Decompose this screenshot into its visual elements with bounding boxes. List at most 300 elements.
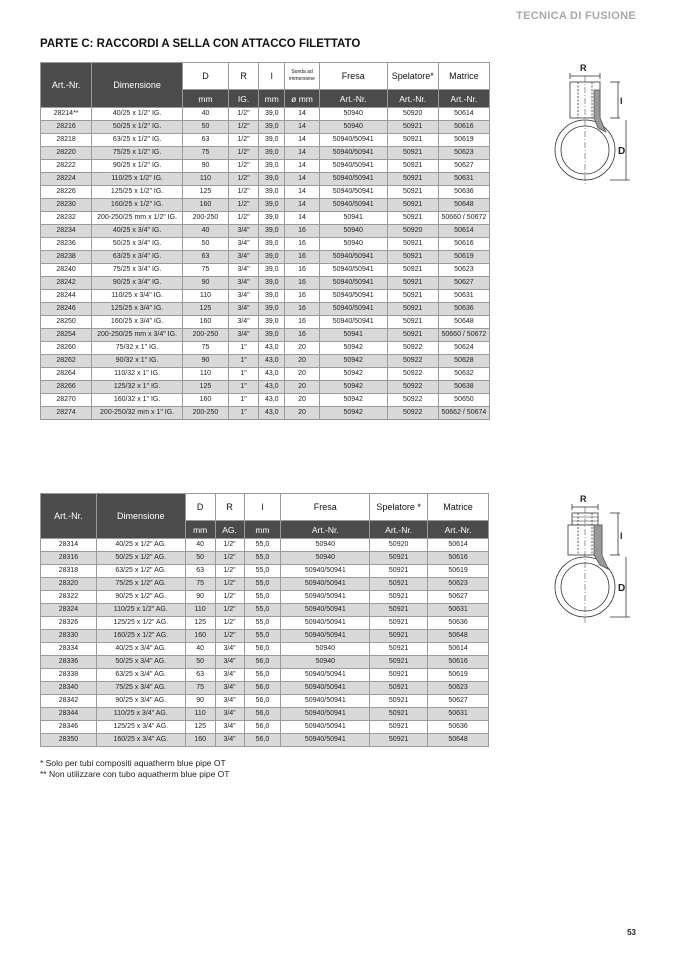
table-cell: 56,0	[244, 643, 281, 656]
table-row	[41, 277, 490, 290]
table-cell: 1/2"	[228, 108, 258, 121]
table-cell: 50921	[370, 591, 428, 604]
table-cell: 50940/50941	[319, 147, 387, 160]
table-cell: 50632	[438, 368, 489, 381]
table-cell: 50623	[428, 578, 489, 591]
table-cell: 50921	[387, 160, 438, 173]
table-row	[41, 329, 490, 342]
col-art-nr: Art.-Nr.	[41, 494, 97, 539]
col-l: l	[244, 494, 281, 521]
table-cell: 20	[285, 407, 319, 420]
table-cell: 28230	[41, 199, 92, 212]
table-cell: 50921	[387, 303, 438, 316]
unit-matrice: Art.-Nr.	[428, 521, 489, 539]
table-cell: 50922	[387, 381, 438, 394]
table-cell: 50631	[438, 290, 489, 303]
table-cell: 43,0	[259, 381, 285, 394]
table-cell: 28266	[41, 381, 92, 394]
table-cell: 50940	[319, 238, 387, 251]
table-cell: 39,0	[259, 290, 285, 303]
table-cell: 39,0	[259, 160, 285, 173]
table-cell: 90	[185, 591, 215, 604]
col-art-nr: Art.-Nr.	[41, 63, 92, 108]
table-cell: 16	[285, 251, 319, 264]
table-cell: 50940/50941	[319, 277, 387, 290]
label-d: D	[618, 583, 626, 594]
table-cell: 75/32 x 1" IG.	[92, 342, 183, 355]
table-cell: 50921	[387, 121, 438, 134]
table-cell: 3/4"	[228, 329, 258, 342]
table-row	[41, 734, 489, 747]
table-row	[41, 355, 490, 368]
table-cell: 50648	[428, 630, 489, 643]
table1-body	[41, 108, 490, 420]
unit-spelatore: Art.-Nr.	[370, 521, 428, 539]
table-cell: 50940/50941	[281, 695, 370, 708]
table-cell: 50940/50941	[281, 604, 370, 617]
table-cell: 50940/50941	[281, 721, 370, 734]
table-cell: 50921	[370, 734, 428, 747]
table-row	[41, 264, 490, 277]
table-cell: 1/2"	[215, 617, 244, 630]
table-cell: 50	[185, 656, 215, 669]
table-cell: 55,0	[244, 591, 281, 604]
table-cell: 14	[285, 160, 319, 173]
table-cell: 125/25 x 3/4" AG.	[96, 721, 185, 734]
col-d: D	[183, 63, 229, 90]
table-cell: 43,0	[259, 342, 285, 355]
table-cell: 50619	[428, 669, 489, 682]
table-cell: 50922	[387, 342, 438, 355]
table-cell: 50941	[319, 329, 387, 342]
table-cell: 50614	[428, 643, 489, 656]
table-cell: 160	[185, 734, 215, 747]
col-fresa: Fresa	[319, 63, 387, 90]
table-cell: 39,0	[259, 264, 285, 277]
table-row	[41, 303, 490, 316]
table-cell: 50921	[387, 290, 438, 303]
table-cell: 75/25 x 3/4" AG.	[96, 682, 185, 695]
table-cell: 50921	[370, 643, 428, 656]
table-row	[41, 604, 489, 617]
table-cell: 50631	[428, 708, 489, 721]
table-cell: 39,0	[259, 238, 285, 251]
table-cell: 16	[285, 290, 319, 303]
table-row	[41, 630, 489, 643]
table-cell: 50921	[370, 578, 428, 591]
table-cell: 90/25 x 1/2" IG.	[92, 160, 183, 173]
table-cell: 1/2"	[215, 539, 244, 552]
table-cell: 3/4"	[215, 656, 244, 669]
table-cell: 1"	[228, 381, 258, 394]
table-cell: 63	[183, 134, 229, 147]
table-cell: 28238	[41, 251, 92, 264]
table-cell: 125/32 x 1" IG.	[92, 381, 183, 394]
table-cell: 50922	[387, 368, 438, 381]
table-cell: 200-250/25 mm x 1/2" IG.	[92, 212, 183, 225]
table-cell: 14	[285, 121, 319, 134]
unit-d: mm	[183, 90, 229, 108]
table-cell: 14	[285, 199, 319, 212]
table-cell: 110/25 x 3/4" AG.	[96, 708, 185, 721]
table-cell: 50636	[428, 721, 489, 734]
table-row	[41, 173, 490, 186]
table-cell: 50940/50941	[319, 316, 387, 329]
table-cell: 200-250/32 mm x 1" IG.	[92, 407, 183, 420]
table-cell: 125/25 x 3/4" IG.	[92, 303, 183, 316]
table-cell: 3/4"	[215, 643, 244, 656]
table-cell: 125/25 x 1/2" IG.	[92, 186, 183, 199]
table-cell: 28240	[41, 264, 92, 277]
table-cell: 50940/50941	[281, 630, 370, 643]
table-cell: 1/2"	[215, 578, 244, 591]
table-row	[41, 316, 490, 329]
table-row	[41, 708, 489, 721]
table-cell: 3/4"	[215, 734, 244, 747]
table-cell: 50636	[428, 617, 489, 630]
table-cell: 3/4"	[228, 238, 258, 251]
table-cell: 50616	[428, 656, 489, 669]
table-cell: 28244	[41, 290, 92, 303]
table-cell: 50940	[319, 121, 387, 134]
table-cell: 50	[185, 552, 215, 565]
table-cell: 50921	[370, 604, 428, 617]
table-cell: 16	[285, 329, 319, 342]
table-cell: 50921	[370, 656, 428, 669]
table-row	[41, 407, 490, 420]
table-cell: 50619	[438, 134, 489, 147]
table-cell: 39,0	[259, 316, 285, 329]
table-row	[41, 565, 489, 578]
table-cell: 28224	[41, 173, 92, 186]
table-cell: 43,0	[259, 394, 285, 407]
unit-spelatore: Art.-Nr.	[387, 90, 438, 108]
table-cell: 110	[185, 708, 215, 721]
table-cell: 28274	[41, 407, 92, 420]
unit-l: mm	[244, 521, 281, 539]
col-d: D	[185, 494, 215, 521]
table-cell: 28326	[41, 617, 97, 630]
table-row	[41, 656, 489, 669]
col-spelatore: Spelatore *	[370, 494, 428, 521]
table-cell: 50921	[387, 147, 438, 160]
table-cell: 50627	[428, 695, 489, 708]
table-cell: 50940	[281, 656, 370, 669]
table-cell: 50940/50941	[281, 591, 370, 604]
table-cell: 14	[285, 186, 319, 199]
table-cell: 40	[183, 108, 229, 121]
table-cell: 56,0	[244, 695, 281, 708]
table-cell: 1/2"	[215, 565, 244, 578]
table-cell: 28338	[41, 669, 97, 682]
table-cell: 125	[183, 186, 229, 199]
table-cell: 1/2"	[215, 552, 244, 565]
table-cell: 28336	[41, 656, 97, 669]
table-cell: 28314	[41, 539, 97, 552]
table-cell: 50/25 x 1/2" AG.	[96, 552, 185, 565]
table-cell: 50922	[387, 355, 438, 368]
table-cell: 90/25 x 1/2" AG.	[96, 591, 185, 604]
table-cell: 39,0	[259, 303, 285, 316]
table-cell: 75	[183, 264, 229, 277]
table-cell: 50940	[319, 225, 387, 238]
table-cell: 39,0	[259, 108, 285, 121]
label-r: R	[580, 494, 587, 504]
table-cell: 50921	[387, 199, 438, 212]
col-l: l	[259, 63, 285, 90]
table-cell: 125	[183, 303, 229, 316]
table-cell: 55,0	[244, 617, 281, 630]
unit-r: IG.	[228, 90, 258, 108]
unit-d: mm	[185, 521, 215, 539]
col-dimensione: Dimensione	[96, 494, 185, 539]
table-cell: 50614	[438, 225, 489, 238]
table-cell: 43,0	[259, 407, 285, 420]
table-cell: 75	[183, 342, 229, 355]
table-row	[41, 134, 490, 147]
table-cell: 20	[285, 381, 319, 394]
table-cell: 50921	[387, 134, 438, 147]
table-cell: 50921	[387, 173, 438, 186]
table-cell: 63	[183, 251, 229, 264]
table-cell: 50921	[370, 630, 428, 643]
table-cell: 63	[185, 565, 215, 578]
table-cell: 3/4"	[215, 721, 244, 734]
table-cell: 50636	[438, 186, 489, 199]
table-cell: 28236	[41, 238, 92, 251]
table-row	[41, 238, 490, 251]
table-cell: 20	[285, 394, 319, 407]
table-cell: 14	[285, 212, 319, 225]
table-cell: 28234	[41, 225, 92, 238]
table-cell: 50942	[319, 407, 387, 420]
table-cell: 50636	[438, 303, 489, 316]
table-cell: 3/4"	[228, 316, 258, 329]
table-row	[41, 342, 490, 355]
table-cell: 39,0	[259, 199, 285, 212]
table-cell: 28260	[41, 342, 92, 355]
table-cell: 50631	[428, 604, 489, 617]
fitting-drawing-external	[548, 493, 638, 628]
table-cell: 40	[183, 225, 229, 238]
table-row	[41, 108, 490, 121]
unit-matrice: Art.-Nr.	[438, 90, 489, 108]
table-cell: 50940/50941	[319, 186, 387, 199]
table-cell: 110/25 x 1/2" IG.	[92, 173, 183, 186]
table-cell: 3/4"	[228, 290, 258, 303]
table-cell: 50942	[319, 368, 387, 381]
table-row	[41, 669, 489, 682]
table-cell: 160	[183, 316, 229, 329]
table-cell: 50614	[428, 539, 489, 552]
table-row	[41, 290, 490, 303]
table-cell: 50940/50941	[319, 173, 387, 186]
table-cell: 14	[285, 134, 319, 147]
table-row	[41, 394, 490, 407]
table-cell: 28322	[41, 591, 97, 604]
table-cell: 50	[183, 238, 229, 251]
table-cell: 20	[285, 355, 319, 368]
table-cell: 43,0	[259, 355, 285, 368]
table-cell: 50941	[319, 212, 387, 225]
unit-fresa: Art.-Nr.	[281, 521, 370, 539]
table-row	[41, 643, 489, 656]
footnote-single-star: * Solo per tubi compositi aquatherm blue pipe OT	[40, 758, 226, 768]
table-cell: 75/25 x 3/4" IG.	[92, 264, 183, 277]
table-cell: 3/4"	[215, 708, 244, 721]
unit-r: AG.	[215, 521, 244, 539]
table-cell: 28320	[41, 578, 97, 591]
table-cell: 1"	[228, 368, 258, 381]
table-cell: 160/25 x 1/2" IG.	[92, 199, 183, 212]
table-cell: 50940/50941	[319, 290, 387, 303]
table-cell: 56,0	[244, 656, 281, 669]
table-cell: 50940	[319, 108, 387, 121]
table-cell: 50940/50941	[319, 264, 387, 277]
page-number: 53	[627, 928, 636, 937]
table-cell: 50921	[370, 721, 428, 734]
table-row	[41, 552, 489, 565]
table-cell: 28222	[41, 160, 92, 173]
table-row	[41, 381, 490, 394]
table-cell: 125	[185, 721, 215, 734]
table-cell: 125	[183, 381, 229, 394]
table-cell: 90/25 x 3/4" IG.	[92, 277, 183, 290]
table-cell: 16	[285, 277, 319, 290]
table-cell: 160/25 x 3/4" AG.	[96, 734, 185, 747]
table-cell: 1/2"	[228, 121, 258, 134]
table-row	[41, 539, 489, 552]
table-cell: 50940/50941	[319, 199, 387, 212]
table-cell: 55,0	[244, 578, 281, 591]
table-row	[41, 147, 490, 160]
table-cell: 50648	[438, 316, 489, 329]
table-cell: 50616	[428, 552, 489, 565]
table-cell: 16	[285, 225, 319, 238]
col-dimensione: Dimensione	[92, 63, 183, 108]
table-cell: 50920	[387, 108, 438, 121]
table-cell: 28342	[41, 695, 97, 708]
table-cell: 50660 / 50672	[438, 329, 489, 342]
table-cell: 28262	[41, 355, 92, 368]
table-cell: 50921	[387, 212, 438, 225]
table-cell: 110/32 x 1" IG.	[92, 368, 183, 381]
table-cell: 160	[183, 394, 229, 407]
table-cell: 50940/50941	[319, 251, 387, 264]
table-cell: 160	[183, 199, 229, 212]
table-cell: 1/2"	[228, 199, 258, 212]
table-cell: 50/25 x 3/4" IG.	[92, 238, 183, 251]
table-cell: 50920	[387, 225, 438, 238]
table-cell: 50648	[428, 734, 489, 747]
table-cell: 50921	[387, 329, 438, 342]
table-cell: 16	[285, 303, 319, 316]
table-cell: 50623	[428, 682, 489, 695]
table-cell: 1/2"	[215, 630, 244, 643]
table-cell: 28346	[41, 721, 97, 734]
table-cell: 50940/50941	[281, 669, 370, 682]
table-cell: 160/25 x 1/2" AG.	[96, 630, 185, 643]
table-cell: 55,0	[244, 604, 281, 617]
table-cell: 110/25 x 1/2" AG.	[96, 604, 185, 617]
table-cell: 50662 / 50674	[438, 407, 489, 420]
table-cell: 50619	[428, 565, 489, 578]
table-cell: 50940/50941	[281, 734, 370, 747]
table-cell: 110	[185, 604, 215, 617]
table-cell: 1/2"	[228, 147, 258, 160]
table-cell: 1"	[228, 407, 258, 420]
table-cell: 50616	[438, 121, 489, 134]
table-cell: 50940/50941	[319, 160, 387, 173]
table-cell: 1"	[228, 355, 258, 368]
table-cell: 50921	[370, 669, 428, 682]
table-cell: 50922	[387, 394, 438, 407]
table-row	[41, 160, 490, 173]
table-cell: 50921	[370, 565, 428, 578]
table-row	[41, 617, 489, 630]
table-cell: 50921	[387, 316, 438, 329]
table-cell: 50940/50941	[319, 303, 387, 316]
col-matrice: Matrice	[428, 494, 489, 521]
table-cell: 1/2"	[215, 591, 244, 604]
table-cell: 200-250	[183, 407, 229, 420]
table-cell: 75	[185, 578, 215, 591]
table-row	[41, 695, 489, 708]
table-cell: 50638	[438, 381, 489, 394]
table-cell: 39,0	[259, 251, 285, 264]
table-cell: 50942	[319, 381, 387, 394]
table2-body	[41, 539, 489, 747]
table-cell: 63	[185, 669, 215, 682]
table-cell: 20	[285, 342, 319, 355]
table-cell: 1/2"	[228, 160, 258, 173]
table-cell: 28218	[41, 134, 92, 147]
table-cell: 50920	[370, 539, 428, 552]
table-cell: 56,0	[244, 682, 281, 695]
table-cell: 75/25 x 1/2" AG.	[96, 578, 185, 591]
table-cell: 200-250/25 mm x 3/4" IG.	[92, 329, 183, 342]
table-cell: 125/25 x 1/2" AG.	[96, 617, 185, 630]
table-cell: 40/25 x 3/4" AG.	[96, 643, 185, 656]
table-cell: 50940	[281, 643, 370, 656]
table-cell: 63/25 x 3/4" AG.	[96, 669, 185, 682]
table-cell: 16	[285, 238, 319, 251]
table-cell: 50942	[319, 394, 387, 407]
table-cell: 50942	[319, 355, 387, 368]
table-cell: 40/25 x 1/2" IG.	[92, 108, 183, 121]
table-cell: 3/4"	[228, 264, 258, 277]
table-cell: 50619	[438, 251, 489, 264]
table-cell: 28316	[41, 552, 97, 565]
table-cell: 50/25 x 3/4" AG.	[96, 656, 185, 669]
table-cell: 50921	[387, 186, 438, 199]
table-row	[41, 578, 489, 591]
table-cell: 75	[183, 147, 229, 160]
table-cell: 28350	[41, 734, 97, 747]
table-cell: 39,0	[259, 147, 285, 160]
table-cell: 50614	[438, 108, 489, 121]
table-cell: 1/2"	[228, 134, 258, 147]
table-cell: 28250	[41, 316, 92, 329]
table-cell: 110/25 x 3/4" IG.	[92, 290, 183, 303]
table-cell: 39,0	[259, 212, 285, 225]
table-cell: 3/4"	[215, 695, 244, 708]
table-cell: 28216	[41, 121, 92, 134]
table-cell: 28270	[41, 394, 92, 407]
unit-sonda: ø mm	[285, 90, 319, 108]
label-r: R	[580, 63, 587, 73]
table-cell: 50921	[387, 277, 438, 290]
